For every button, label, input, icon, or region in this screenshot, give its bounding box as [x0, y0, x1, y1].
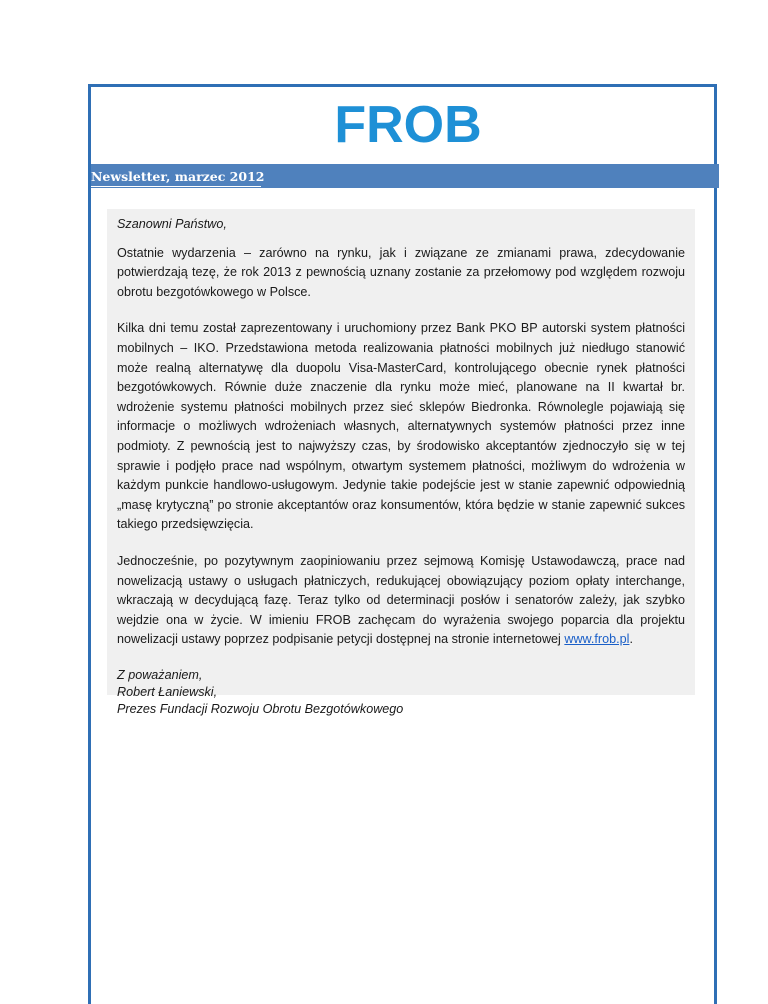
paragraph-3-end: .	[629, 632, 633, 647]
paragraph-3-text: Jednocześnie, po pozytywnym zaopiniowaniu przez sejmową Komisję Ustawodawczą, prace nad nowelizacją ustawy o usługach płatniczych, redukującej obowiązujący poziom opłaty interchange, wkraczają w decydującą fazę. Teraz tylko od determinacji posłów i senatorów zależy, jak szybko wejdzie ona w życie. W imieniu FROB zachęcam do wyrażenia swojego poparcia dla projektu nowelizacji ustawy poprzez podpisanie petycji dostępnej na stronie internetowej	[117, 553, 685, 647]
frob-website-link[interactable]: www.frob.pl	[564, 632, 630, 647]
greeting: Szanowni Państwo,	[117, 217, 227, 231]
newsletter-title: Newsletter, marzec 2012	[91, 169, 265, 184]
logo-text: FROB	[334, 100, 482, 148]
newsletter-banner	[91, 164, 719, 188]
frob-logo	[318, 100, 498, 148]
paragraph-3	[117, 552, 685, 650]
signer-title: Prezes Fundacji Rozwoju Obrotu Bezgotówkowego	[117, 701, 404, 716]
signer-name: Robert Łaniewski,	[117, 684, 218, 699]
title-underline	[91, 186, 261, 187]
letter-body	[107, 209, 695, 716]
paragraph-1: Ostatnie wydarzenia – zarówno na rynku, jak i związane ze zmianami prawa, zdecydowanie potwierdzają tezę, że rok 2013 z pewnością uznany zostanie za przełomowy pod względem rozwoju obrotu bezgotówkowego w Polsce.	[117, 245, 685, 299]
closing: Z poważaniem,	[117, 667, 203, 682]
paragraph-2: Kilka dni temu został zaprezentowany i uruchomiony przez Bank PKO BP autorski system płatności mobilnych – IKO. Przedstawiona metoda realizowania płatności mobilnych już niedługo stanowić może realną alternatywę dla duopolu Visa-MasterCard, kontrolującego obecnie rynek płatności bezgotówkowych. Równie duże znaczenie dla rynku może mieć, planowane na II kwartał br. wdrożenie systemu płatności mobilnych przez sieć sklepów Biedronka. Równolegle pojawiają się informacje o możliwych wdrożeniach własnych, alternatywnych systemów płatności przez inne podmioty. Z pewnością jest to najwyższy czas, by środowisko akceptantów zjednoczyło się w tej sprawie i podjęło prace nad wspólnym, otwartym systemem płatności, możliwym do wdrożenia w każdym punkcie handlowo-usługowym. Jedynie takie podejście jest w stanie zapewnić odpowiednią „masę krytyczną” po stronie akceptantów oraz konsumentów, która będzie w stanie zapewnić sukces takiego przedsięwzięcia.	[117, 321, 685, 532]
